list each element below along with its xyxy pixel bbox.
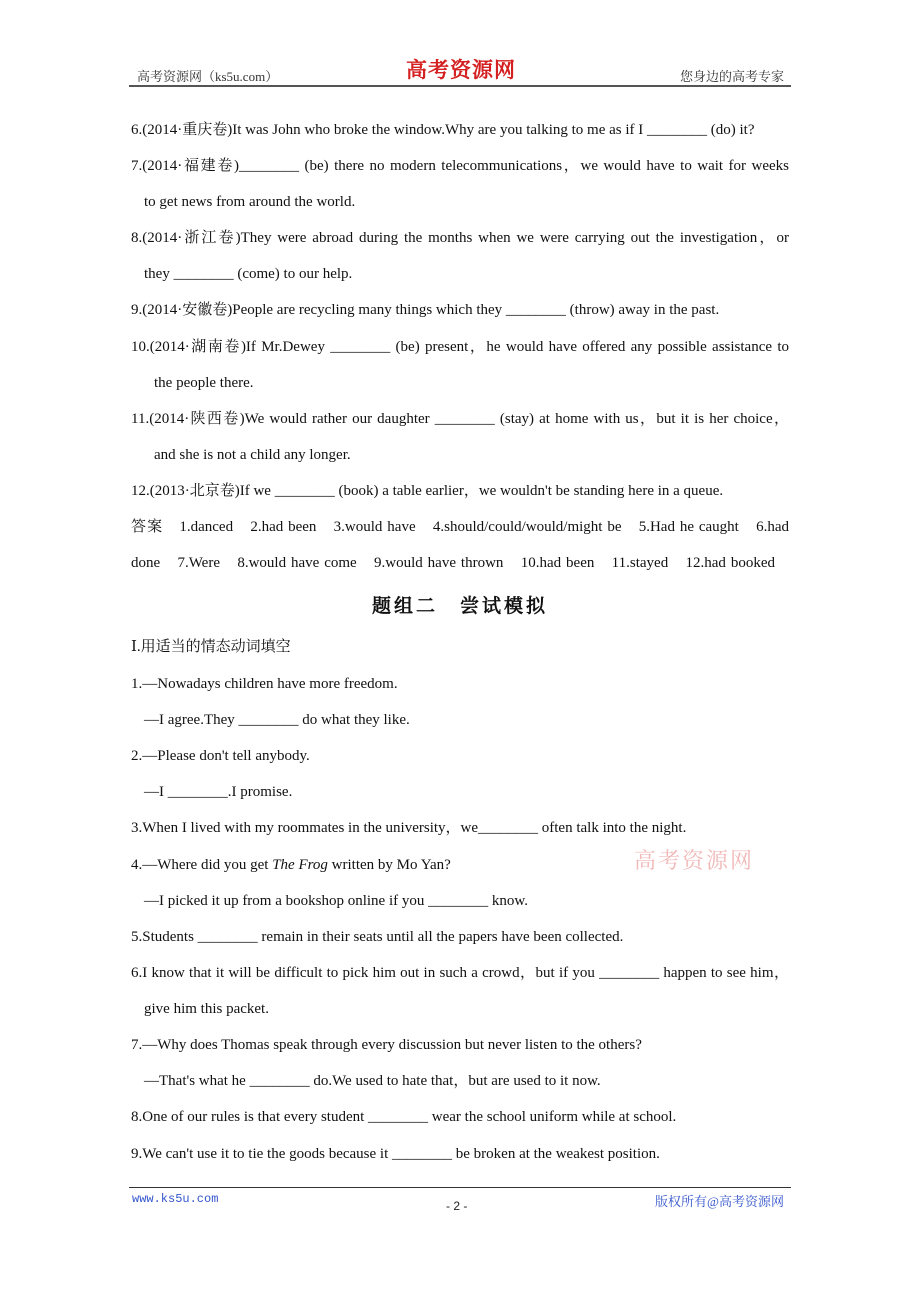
watermark: 高考资源网: [634, 849, 755, 874]
answer-key: 答案 1.danced 2.had been 3.would have 4.should/could/would/might be 5.Had he caught 6.had: [131, 519, 789, 535]
question-8: 8.(2014·浙江卷)They were abroad during the months when we were carrying out the investigation，or: [131, 230, 789, 246]
exercise-2-reply: —I ________.I promise.: [144, 784, 293, 800]
question-8-cont: they ________ (come) to our help.: [144, 266, 353, 282]
header-slogan: 您身边的高考专家: [679, 69, 784, 84]
question-10-cont: the people there.: [154, 375, 254, 391]
exercise-6: 6.I know that it will be difficult to pick him out in such a crowd，but if you ________ happen to see him，: [131, 965, 789, 981]
question-9: 9.(2014·安徽卷)People are recycling many things which they ________ (throw) away in the past.: [131, 302, 720, 318]
section-title: 题组二 尝试模拟: [371, 595, 548, 617]
exercise-3: 3.When I lived with my roommates in the university，we________ often talk into the night.: [131, 820, 687, 836]
exercise-6-cont: give him this packet.: [144, 1001, 269, 1017]
exercise-1: 1.—Nowadays children have more freedom.: [131, 676, 398, 692]
exercise-4-reply: —I picked it up from a bookshop online if you ________ know.: [144, 893, 528, 909]
exercise-7: 7.—Why does Thomas speak through every discussion but never listen to the others?: [131, 1037, 642, 1053]
footer-link[interactable]: www.ks5u.com: [132, 1192, 219, 1206]
exercise-1-reply: —I agree.They ________ do what they like.: [144, 712, 410, 728]
question-12: 12.(2013·北京卷)If we ________ (book) a table earlier，we wouldn't be standing here in a queue.: [131, 483, 724, 499]
exercise-4-text: 4.—Where did you get: [131, 857, 273, 873]
footer-copyright: 版权所有@高考资源网: [655, 1194, 784, 1209]
question-7-cont: to get news from around the world.: [144, 194, 356, 210]
footer-divider: [129, 1187, 791, 1188]
question-11: 11.(2014·陕西卷)We would rather our daughter ________ (stay) at home with us，but it is her choice，: [131, 411, 789, 427]
page-number: - 2 -: [446, 1199, 468, 1213]
exercise-7-reply: —That's what he ________ do.We used to hate that，but are used to it now.: [144, 1073, 601, 1089]
exercise-9: 9.We can't use it to tie the goods because it ________ be broken at the weakest position.: [131, 1146, 660, 1162]
book-title: The Frog: [272, 857, 328, 873]
question-6: 6.(2014·重庆卷)It was John who broke the window.Why are you talking to me as if I ________ (do) it?: [131, 122, 755, 138]
header-site-name: 高考资源网（ks5u.com）: [137, 69, 279, 84]
header-divider: [129, 85, 791, 87]
header-logo: 高考资源网: [406, 57, 516, 82]
exercise-8: 8.One of our rules is that every student ________ wear the school uniform while at school.: [131, 1109, 677, 1125]
question-7: 7.(2014·福建卷)________ (be) there no modern telecommunications，we would have to wait for weeks: [131, 158, 789, 174]
exercise-2: 2.—Please don't tell anybody.: [131, 748, 310, 764]
part-heading: Ⅰ.用适当的情态动词填空: [131, 639, 291, 655]
question-11-cont: and she is not a child any longer.: [154, 447, 351, 463]
exercise-4-text-end: written by Mo Yan?: [327, 857, 451, 873]
answer-key-cont: done 7.Were 8.would have come 9.would have thrown 10.had been 11.stayed 12.had booked: [131, 555, 775, 571]
question-10: 10.(2014·湖南卷)If Mr.Dewey ________ (be) present，he would have offered any possible assistance to: [131, 339, 789, 355]
exercise-5: 5.Students ________ remain in their seats until all the papers have been collected.: [131, 929, 624, 945]
